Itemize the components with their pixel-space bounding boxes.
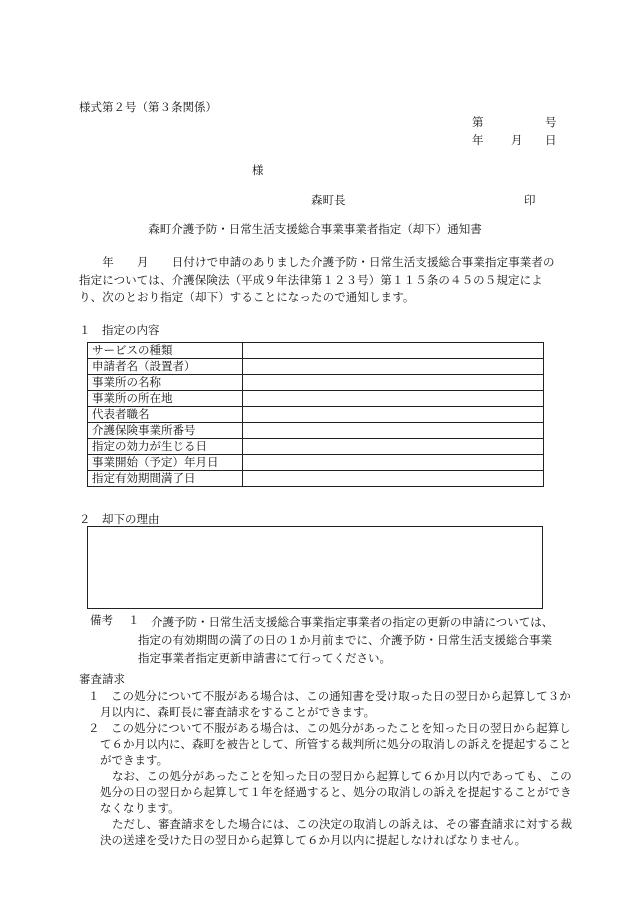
row-label: 申請者名（設置者）	[88, 359, 243, 375]
appeal-heading: 審査請求	[79, 672, 125, 686]
table-row	[88, 375, 544, 391]
row-value	[243, 375, 544, 391]
table-row	[88, 343, 544, 359]
remarks-text: 介護予防・日常生活支援総合事業指定事業者の指定の更新の申請については、指定の有効期間の満了の日の１か月前までに、介護予防・日常生活支援総合事業指定事業者指定更新申請書にて行ってください。	[138, 615, 554, 665]
row-label: サービスの種類	[88, 343, 243, 359]
row-label: 指定有効期間満了日	[88, 471, 243, 487]
appeal-paragraph-3: なお、この処分があったことを知った日の翌日から起算して６か月以内であっても、この処分の日の翌日から起算して１年を経過すると、処分の取消しの訴えを提起することができなくなります。	[100, 769, 572, 815]
row-value	[243, 359, 544, 375]
section1-heading: １ 指定の内容	[79, 323, 160, 337]
doc-number-suffix: 号	[545, 115, 557, 129]
section2-heading: ２ 却下の理由	[79, 512, 160, 526]
row-value	[243, 439, 544, 455]
doc-number-prefix: 第	[472, 115, 484, 129]
row-label: 介護保険事業所番号	[88, 423, 243, 439]
date-day: 日	[545, 133, 557, 147]
remarks-number: １	[128, 613, 140, 627]
table-row	[88, 471, 544, 487]
document-title: 森町介護予防・日常生活支援総合事業事業者指定（却下）通知書	[148, 222, 482, 236]
row-value	[243, 343, 544, 359]
table-row	[88, 359, 544, 375]
designation-table	[87, 342, 544, 487]
form-number: 様式第２号（第３条関係）	[79, 100, 217, 114]
seal-mark: 印	[524, 193, 536, 207]
appeal-paragraph-2: ２ この処分について不服がある場合は、この処分があったことを知った日の翌日から起算して６か月以内に、森町を被告として、所管する裁判所に処分の取消しの訴えを提起することができます。	[88, 721, 572, 767]
row-label: 事業所の名称	[88, 375, 243, 391]
body-text: 年 月 日付けで申請のありました介護予防・日常生活支援総合事業指定事業者の指定については、介護保険法（平成９年法律第１２３号）第１１５条の４５の５規定により、次のとおり指定（却下）することになったので通知します。	[79, 255, 555, 304]
row-label: 代表者職名	[88, 407, 243, 423]
row-label: 事業開始（予定）年月日	[88, 455, 243, 471]
appeal-paragraph-4: ただし、審査請求をした場合には、この決定の取消しの訴えは、その審査請求に対する裁決の送達を受けた日の翌日から起算して６か月以内に提起しなければなりません。	[100, 817, 572, 847]
rejection-reason-box	[87, 526, 543, 609]
row-label: 指定の効力が生じる日	[88, 439, 243, 455]
addressee-honorific: 様	[252, 163, 264, 177]
row-value	[243, 455, 544, 471]
date-year: 年	[472, 133, 484, 147]
table-row	[88, 391, 544, 407]
table-row	[88, 455, 544, 471]
row-value	[243, 471, 544, 487]
table-row	[88, 439, 544, 455]
row-value	[243, 423, 544, 439]
remarks-label: 備考	[90, 613, 113, 627]
date-month: 月	[511, 133, 523, 147]
row-value	[243, 391, 544, 407]
row-label: 事業所の所在地	[88, 391, 243, 407]
issuer-mayor: 森町長	[311, 193, 346, 207]
table-row	[88, 407, 544, 423]
appeal-paragraph-1: １ この処分について不服がある場合は、この通知書を受け取った日の翌日から起算して３か月以内に、森町長に審査請求をすることができます。	[88, 689, 571, 719]
row-value	[243, 407, 544, 423]
table-row	[88, 423, 544, 439]
body-paragraph	[79, 254, 557, 307]
